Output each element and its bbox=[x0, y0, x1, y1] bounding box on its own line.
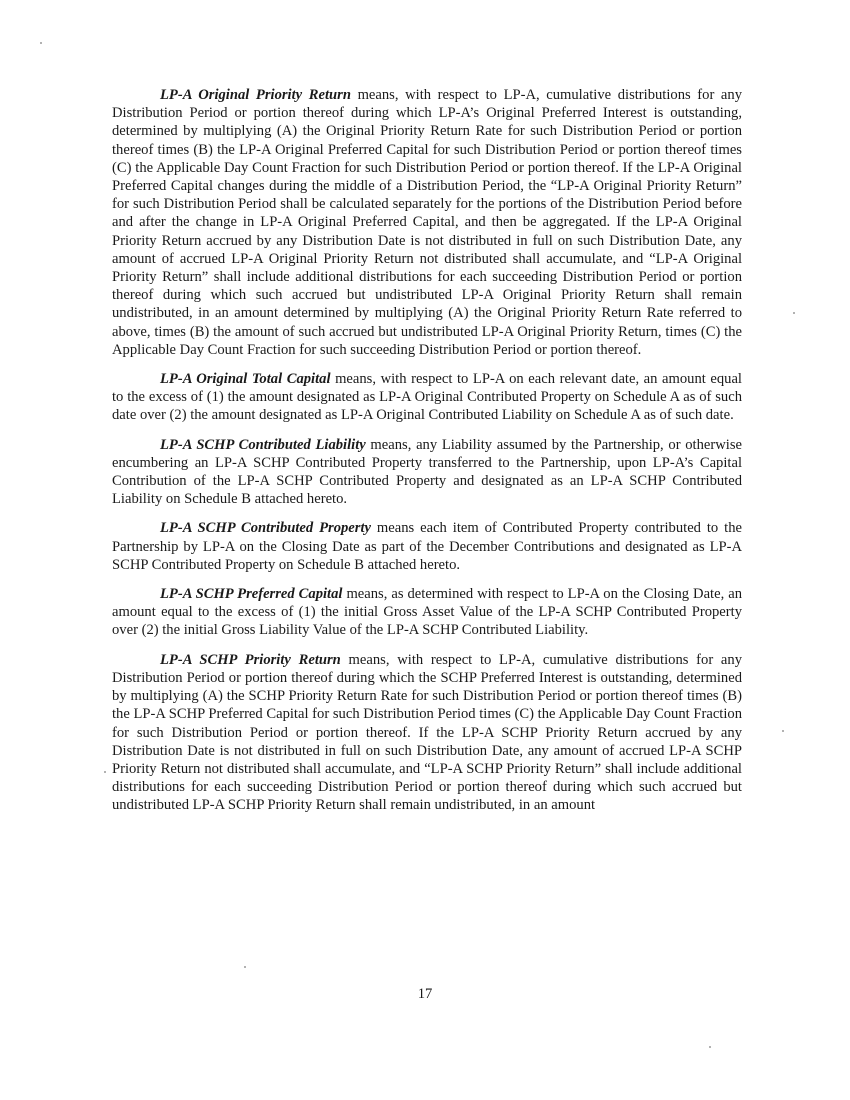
page-number: 17 bbox=[417, 986, 433, 1002]
scan-speck bbox=[793, 312, 795, 314]
definition-paragraph bbox=[112, 585, 742, 640]
definition-paragraph bbox=[112, 370, 742, 425]
definition-text: means, any Liability assumed by the Partnership, or otherwise encumbering an LP-A SCHP Contributed Property transferred to the Partnership, upon LP-A’s Capital Contribution of the LP-A SCHP Contributed Property and designated as an LP-A SCHP Contributed Liability on Schedule B attached hereto. bbox=[112, 436, 742, 508]
definition-text: means, with respect to LP-A, cumulative distributions for any Distribution Period or portion thereof during which LP-A’s Original Preferred Interest is outstanding, determined by multiplying (A) the Original Priority Return Rate for such Distribution Period or portion thereof times (B) the LP-A Original Preferred Capital for such Distribution Period or portion thereof times (C) the Applicable Day Count Fraction for such Distribution Period or portion thereof. If the LP-A Original Preferred Capital changes during the middle of a Distribution Period, the “LP-A Original Priority Return” for such Distribution Period shall be calculated separately for the portions of the Distribution Period before and after the change in LP-A Original Preferred Capital, and then be aggregated. If the LP-A Original Priority Return accrued by any Distribution Date is not distributed in full on such Distribution Date, any amount of accrued LP-A Original Priority Return not distributed shall accumulate, and “LP-A Original Priority Return” shall include additional distributions for each succeeding Distribution Period or portion thereof during which such accrued but undistributed LP-A Original Priority Return shall remain undistributed, in an amount determined by multiplying (A) the Original Priority Return Rate referred to above, times (B) the amount of such accrued but undistributed LP-A Original Priority Return, times (C) the Applicable Day Count Fraction for such succeeding Distribution Period or portion thereof. bbox=[112, 87, 743, 358]
scan-speck bbox=[40, 42, 42, 44]
defined-term: LP-A SCHP Priority Return bbox=[160, 651, 341, 668]
defined-term: LP-A SCHP Contributed Property bbox=[160, 520, 371, 537]
defined-term: LP-A Original Total Capital bbox=[160, 371, 331, 388]
document-body bbox=[112, 86, 742, 826]
definition-text: means each item of Contributed Property contributed to the Partnership by LP-A on the Closing Date as part of the December Contributions and designated as LP-A SCHP Contributed Property on Schedule B attached hereto. bbox=[112, 520, 742, 573]
defined-term: LP-A SCHP Preferred Capital bbox=[160, 586, 343, 603]
definition-text: means, with respect to LP-A on each relevant date, an amount equal to the excess of (1) the amount designated as LP-A Original Contributed Property on Schedule A as of such date over (2) the amount designated as LP-A Original Contributed Liability on Schedule A as of such date. bbox=[112, 371, 742, 424]
definition-paragraph bbox=[112, 436, 742, 509]
defined-term: LP-A Original Priority Return bbox=[160, 87, 351, 103]
scan-speck bbox=[782, 730, 784, 732]
defined-term: LP-A SCHP Contributed Liability bbox=[160, 436, 366, 453]
definition-text: means, as determined with respect to LP-A on the Closing Date, an amount equal to the excess of (1) the initial Gross Asset Value of the LP-A SCHP Contributed Property over (2) the initial Gross Liability Value of the LP-A SCHP Contributed Liability. bbox=[112, 586, 742, 639]
definition-paragraph bbox=[112, 651, 742, 815]
scan-speck bbox=[244, 966, 246, 968]
definition-paragraph bbox=[112, 86, 742, 359]
definition-paragraph bbox=[112, 519, 742, 574]
scan-speck bbox=[104, 771, 106, 773]
definition-text: means, with respect to LP-A, cumulative distributions for any Distribution Period or portion thereof during which the SCHP Preferred Interest is outstanding, determined by multiplying (A) the SCHP Priority Return Rate for such Distribution Period or portion thereof times (B) the LP-A SCHP Preferred Capital for such Distribution Period times (C) the Applicable Day Count Fraction for such Distribution Period or portion thereof. If the LP-A SCHP Priority Return accrued by any Distribution Date is not distributed in full on such Distribution Date, any amount of accrued LP-A SCHP Priority Return not distributed shall accumulate, and “LP-A SCHP Priority Return” shall include additional distributions for each succeeding Distribution Period or portion thereof during which such accrued but undistributed LP-A SCHP Priority Return shall remain undistributed, in an amount bbox=[112, 651, 742, 814]
scan-speck bbox=[709, 1046, 711, 1048]
